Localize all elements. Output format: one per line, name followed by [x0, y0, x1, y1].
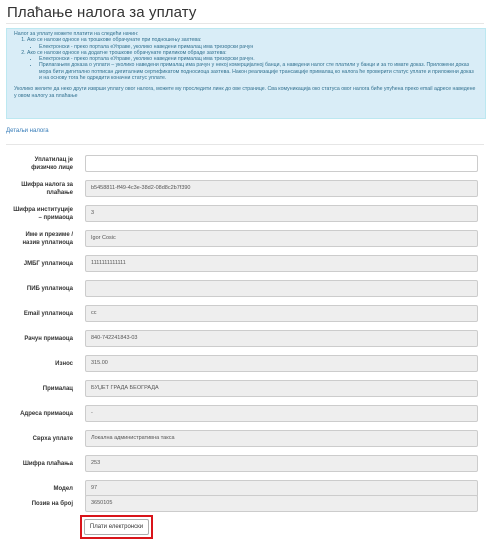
- field-label: Сврха уплате: [32, 436, 73, 442]
- details-divider: [6, 144, 484, 145]
- payment-method-subitem: • Електронски - преко портала еУправе, уколико наведени прималац има трезорски рачун.: [39, 56, 478, 62]
- payment-method-list: [14, 37, 478, 81]
- payment-method-item: [27, 37, 478, 50]
- payer-jmbg-field[interactable]: 1111111111111: [85, 255, 478, 272]
- field-label: Износ: [55, 361, 73, 367]
- reference-number-field[interactable]: 3650105: [85, 495, 478, 512]
- recipient-field[interactable]: БУЏЕТ ГРАДА БЕОГРАДА: [85, 380, 478, 397]
- payment-purpose-field[interactable]: Локална административна такса: [85, 430, 478, 447]
- field-label: Прималац: [42, 386, 73, 392]
- payment-method-item-text: Ако се налози односе на додатне трошкове обрачунате приликом обраде захтева:: [27, 49, 227, 56]
- field-label: Email уплатиоца: [23, 311, 73, 317]
- info-outro: Уколико желите да неко други изврши уплату овог налога, можете му проследити линк до ове странице. Сва комуникација око статуса овог налога биће упућена преко email адресе наведене у овом налогу за плаћање: [14, 86, 476, 99]
- institution-code-field[interactable]: 3: [85, 205, 478, 222]
- field-label: Име и презиме / назив уплатиоца: [22, 232, 73, 246]
- field-label: Модел: [53, 486, 73, 492]
- payment-method-subitem: • Прилагањем доказа о уплати – уколико наведени прималац има рачун у некој комерцијалној банци, а наведени налог сте платили у банци и за то имате доказ. Приложени доказ мора бити дигитално потписан дигиталним сертификатом подносиоца захтева. Након реализације трансакције прималац ко налога ће проверити статус уплате и приложени доказ и на основу тога ће одредити коначни статус уплате.: [39, 62, 478, 81]
- recipient-address-field[interactable]: -: [85, 405, 478, 422]
- field-label: Уплатилац је физичко лице: [31, 157, 73, 171]
- field-label: Рачун примаоца: [24, 336, 73, 342]
- field-label: Шифра плаћања: [22, 461, 73, 467]
- payer-name-field[interactable]: Igor Cosic: [85, 230, 478, 247]
- field-label: Позив на број: [31, 501, 73, 507]
- info-intro: Налог за уплату можете платити на следећи начин:: [14, 31, 139, 37]
- payer-is-person-field[interactable]: [85, 155, 478, 172]
- field-label: Шифра институције – примаоца: [13, 207, 73, 221]
- payment-method-subitem: • Електронски - преко портала еУправе, уколико наведени прималац има трезорски рачун: [39, 44, 478, 50]
- order-code-field[interactable]: b5458811-ff49-4c3e-38d2-08d8c2b7f390: [85, 180, 478, 197]
- model-field[interactable]: 97: [85, 480, 478, 497]
- payer-pib-field[interactable]: [85, 280, 478, 297]
- field-label: Адреса примаоца: [20, 411, 73, 417]
- payment-method-item-text: Ако се налози односе на трошкове обрачунате при подношењу захтева:: [27, 37, 202, 44]
- payment-method-item: [27, 50, 478, 81]
- page-title: Плаћање налога за уплату: [7, 4, 197, 21]
- title-divider: [6, 23, 484, 24]
- payment-code-field[interactable]: 253: [85, 455, 478, 472]
- order-details-link[interactable]: Детаљи налога: [6, 128, 49, 134]
- field-label: Шифра налога за плаћање: [21, 182, 73, 196]
- field-label: ПИБ уплатиоца: [26, 286, 73, 292]
- payment-method-sublist: [27, 56, 478, 81]
- amount-field[interactable]: 315.00: [85, 355, 478, 372]
- recipient-account-field[interactable]: 840-742241843-03: [85, 330, 478, 347]
- payer-email-field[interactable]: cc: [85, 305, 478, 322]
- payment-info-alert: [6, 28, 486, 119]
- pay-electronically-button[interactable]: Плати електронски: [84, 519, 149, 535]
- field-label: ЈМБГ уплатиоца: [23, 261, 73, 267]
